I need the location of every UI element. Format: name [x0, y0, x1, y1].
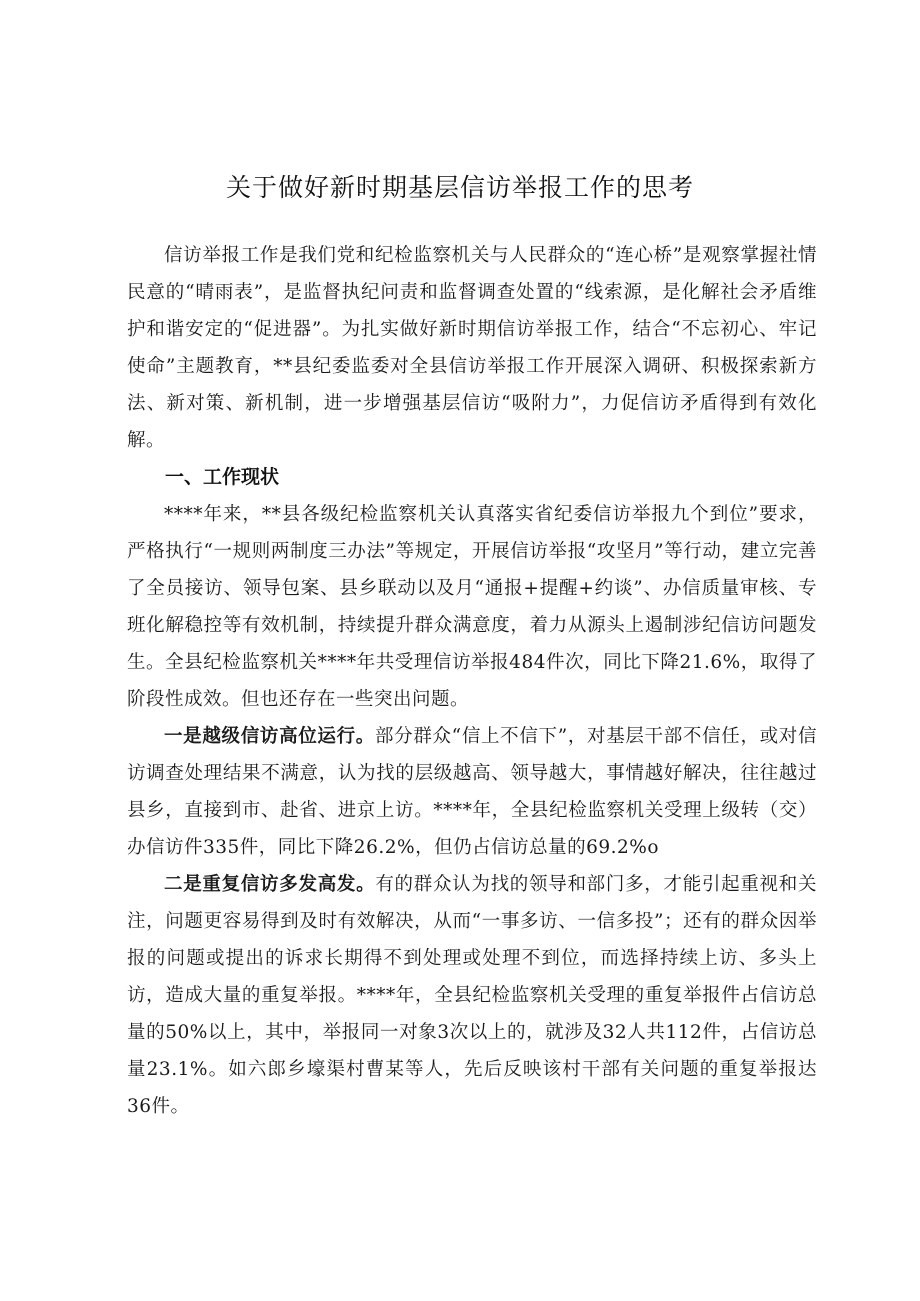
point-one-paragraph	[127, 718, 817, 866]
point-one-text: 部分群众“信上不信下”，对基层干部不信任，或对信访调查处理结果不满意，认为找的层级越高、领导越大，事情越好解决，往往越过县乡，直接到市、赴省、进京上访。****年，全县纪检监察机关受理上级转（交）办信访件335件，同比下降26.2%，但仍占信访总量的69.2%o	[127, 726, 817, 858]
point-two-text: 有的群众认为找的领导和部门多，才能引起重视和关注，问题更容易得到及时有效解决，从而“一事多访、一信多投”；还有的群众因举报的问题或提出的诉求长期得不到处理或处理不到位，而选择持续上访、多头上访，造成大量的重复举报。****年，全县纪检监察机关受理的重复举报件占信访总量的50%以上，其中，举报同一对象3次以上的，就涉及32人共112件，占信访总量23.1%。如六郎乡壕渠村曹某等人，先后反映该村干部有关问题的重复举报达36件。	[127, 874, 817, 1117]
point-two-lead: 二是重复信访多发高发。	[164, 874, 376, 895]
section-heading: 一、工作现状	[165, 466, 280, 488]
document-title: 关于做好新时期基层信访举报工作的思考	[225, 173, 694, 202]
point-two-paragraph	[127, 866, 817, 1125]
intro-paragraph: 信访举报工作是我们党和纪检监察机关与人民群众的“连心桥”是观察掌握社情民意的“晴雨表”，是监督执纪问责和监督调查处置的“线索源，是化解社会矛盾维护和谐安定的“促进器”。为扎实做好新时期信访举报工作，结合“不忘初心、牢记使命”主题教育，**县纪委监委对全县信访举报工作开展深入调研、积极探索新方法、新对策、新机制，进一步增强基层信访“吸附力”，力促信访矛盾得到有效化解。	[127, 245, 817, 451]
document-body	[127, 237, 817, 1125]
point-one-lead: 一是越级信访高位运行。	[164, 726, 375, 747]
status-paragraph: ****年来，**县各级纪检监察机关认真落实省纪委信访举报九个到位”要求，严格执行“一规则两制度三办法”等规定，开展信访举报“攻坚月”等行动，建立完善了全员接访、领导包案、县乡联动以及月“通报+提醒+约谈”、办信质量审核、专班化解稳控等有效机制，持续提升群众满意度，着力从源头上遏制涉纪信访问题发生。全县纪检监察机关****年共受理信访举报484件次，同比下降21.6%，取得了阶段性成效。但也还存在一些突出问题。	[127, 504, 817, 710]
